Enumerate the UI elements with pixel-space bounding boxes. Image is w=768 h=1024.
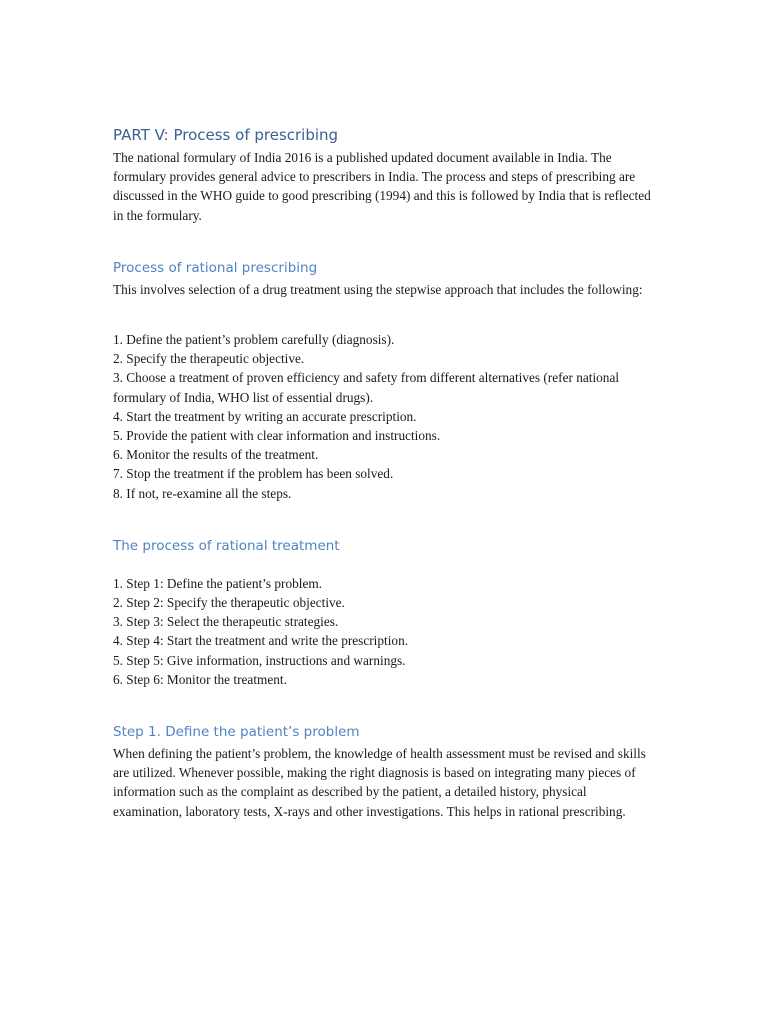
rational-prescribing-title: Process of rational prescribing — [113, 259, 318, 276]
rational-prescribing-list — [113, 330, 658, 503]
list-item: 2. Specify the therapeutic objective. — [113, 351, 305, 367]
step1-paragraph: When defining the patient’s problem, the knowledge of health assessment must be revised and skills are utilized. Whenever possible, making the right diagnosis is based on integrating many pieces of information such as the complaint as described by the patient, a detailed history, physical examination, laboratory tests, X-rays and other investigations. This helps in rational prescribing. — [113, 746, 646, 819]
list-item: 4. Step 4: Start the treatment and write the prescription. — [113, 633, 409, 649]
document-page — [113, 124, 658, 821]
rational-prescribing-intro: This involves selection of a drug treatment using the stepwise approach that includes the following: — [113, 281, 643, 297]
part-paragraph: The national formulary of India 2016 is a published updated document available in India. The formulary provides general advice to prescribers in India. The process and steps of prescribing are discussed in the WHO guide to good prescribing (1994) and this is followed by India that is reflected in the formulary. — [113, 150, 651, 223]
step1-title: Step 1. Define the patient’s problem — [113, 724, 360, 741]
section-rational-treatment — [113, 536, 658, 689]
list-item: 1. Step 1: Define the patient’s problem. — [113, 575, 323, 591]
list-item: 3. Choose a treatment of proven efficiency and safety from different alternatives (refer national formulary of India, WHO list of essential drugs). — [113, 370, 620, 405]
list-item: 5. Step 5: Give information, instructions and warnings. — [113, 652, 406, 668]
section-part-v — [113, 124, 658, 225]
rational-treatment-list — [113, 574, 658, 689]
rational-treatment-title: The process of rational treatment — [113, 537, 340, 554]
list-item: 1. Define the patient’s problem carefully (diagnosis). — [113, 332, 395, 348]
section-rational-prescribing — [113, 258, 658, 503]
list-item: 6. Monitor the results of the treatment. — [113, 447, 319, 463]
list-item: 8. If not, re-examine all the steps. — [113, 485, 292, 501]
list-item: 6. Step 6: Monitor the treatment. — [113, 671, 287, 687]
section-step-1 — [113, 722, 658, 821]
list-item: 4. Start the treatment by writing an accurate prescription. — [113, 408, 417, 424]
list-item: 7. Stop the treatment if the problem has been solved. — [113, 466, 394, 482]
list-item: 3. Step 3: Select the therapeutic strategies. — [113, 614, 339, 630]
list-item: 5. Provide the patient with clear information and instructions. — [113, 428, 441, 444]
part-title: PART V: Process of prescribing — [113, 126, 339, 144]
list-item: 2. Step 2: Specify the therapeutic objective. — [113, 595, 345, 611]
